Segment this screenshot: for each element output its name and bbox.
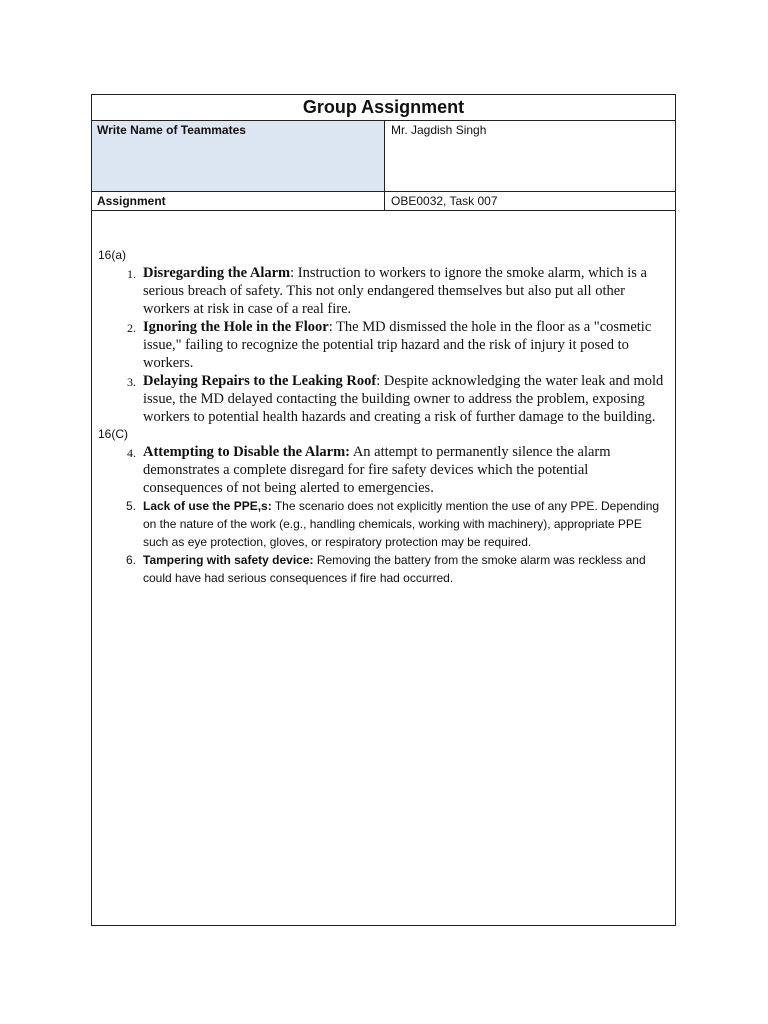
page-title: Group Assignment — [92, 95, 675, 121]
assignment-value: OBE0032, Task 007 — [391, 194, 498, 208]
list-item-text: : Despite acknowledging the water leak and mold issue, the MD delayed contacting the building owner to address the problem, exposing workers to potential health hazards and creating a risk of further damage to the building. — [143, 373, 664, 425]
list-item-title: Lack of use the PPE,s: — [143, 499, 272, 513]
teammates-row — [92, 121, 675, 192]
list-item-text: : The MD dismissed the hole in the floor as a "cosmetic issue," failing to recognize the potential trip hazard and the risk of injury it posed to workers. — [143, 319, 652, 371]
teammates-label: Write Name of Teammates — [92, 121, 385, 191]
list-item-number: 3. — [127, 375, 136, 389]
assignment-form — [91, 94, 676, 926]
list-16a — [98, 264, 669, 426]
list-item-text: An attempt to permanently silence the alarm demonstrates a complete disregard for fire safety devices which the potential consequences of not being alerted to emergencies. — [143, 444, 611, 496]
list-item-text: : Instruction to workers to ignore the smoke alarm, which is a serious breach of safety. This not only endangered themselves but also put all other workers at risk in case of a real fire. — [143, 265, 647, 317]
list-item-text: The scenario does not explicitly mention the use of any PPE. Depending on the nature of the work (e.g., handling chemicals, working with machinery), appropriate PPE such as eye protection, gloves, or respiratory protection may be required. — [143, 499, 660, 549]
list-item-title: Tampering with safety device: — [143, 553, 314, 567]
teammates-value: Mr. Jagdish Singh — [391, 123, 487, 137]
list-item — [98, 551, 669, 587]
section-label-16a: 16(a) — [98, 248, 127, 262]
list-item-title: Ignoring the Hole in the Floor — [143, 319, 329, 335]
list-item-title: Delaying Repairs to the Leaking Roof — [143, 373, 377, 389]
list-item — [98, 264, 669, 318]
list-item-title: Disregarding the Alarm — [143, 265, 291, 281]
list-item-title: Attempting to Disable the Alarm: — [143, 444, 351, 460]
list-item-number: 6. — [125, 553, 136, 567]
list-item-text: Removing the battery from the smoke alarm was reckless and could have had serious consequences if fire had occurred. — [143, 553, 646, 585]
list-16c — [98, 443, 669, 587]
list-item — [98, 318, 669, 372]
list-item — [98, 497, 669, 551]
assignment-label: Assignment — [92, 192, 385, 210]
assignment-row — [92, 192, 675, 211]
list-item-number: 1. — [127, 267, 136, 281]
section-label-16c: 16(C) — [98, 427, 129, 441]
list-item — [98, 372, 669, 426]
list-item-number: 4. — [127, 446, 136, 460]
list-item-number: 2. — [127, 321, 136, 335]
answer-body — [92, 247, 675, 587]
list-item — [98, 443, 669, 497]
list-item-number: 5. — [125, 499, 136, 513]
